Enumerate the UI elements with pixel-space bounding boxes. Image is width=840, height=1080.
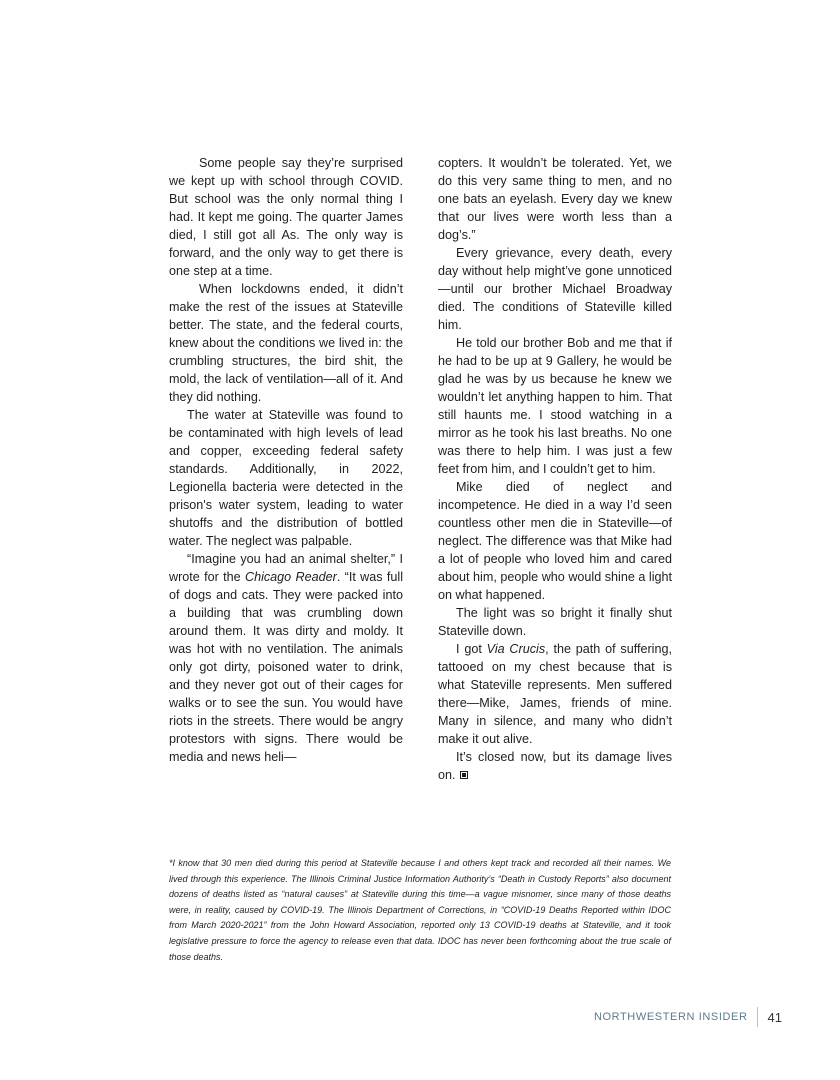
- quote-text-start: “Imagine you had an animal shelter,” I wrote for the: [169, 552, 403, 584]
- tattoo-paragraph: [438, 640, 672, 748]
- closing-paragraph: [438, 748, 672, 784]
- quote-paragraph: [169, 550, 403, 766]
- body-paragraph: Some people say they’re surprised we kept up with school through COVID. But school was the only normal thing I had. It kept me going. The quarter James died, I still got all As. The only way is forward, and the only way to get there is one step at a time.: [169, 156, 403, 278]
- page-number: 41: [767, 1009, 782, 1025]
- body-paragraph: The light was so bright it finally shut Stateville down.: [438, 606, 672, 638]
- body-paragraph: When lockdowns ended, it didn’t make the rest of the issues at Stateville better. The state, and the federal courts, knew about the conditions we lived in: the crumbling structures, the bird shit, the mold, the lack of ventilation—all of it. And they did nothing.: [169, 282, 403, 404]
- tattoo-text-start: I got: [456, 642, 487, 656]
- folio-divider: [757, 1007, 758, 1027]
- article-column-right: [438, 154, 672, 784]
- publication-name-footer: NORTHWESTERN INSIDER: [593, 1011, 748, 1023]
- body-paragraph: The water at Stateville was found to be contaminated with high levels of lead and copper, exceeding federal safety standards. Additionally, in 2022, Legionella bacteria were detected in the prison's water system, leading to water shutoffs and the distribution of bottled water. The neglect was palpable.: [169, 408, 403, 548]
- body-paragraph-continued: copters. It wouldn’t be tolerated. Yet, we do this very same thing to men, and no one bats an eyelash. Every day we knew that our lives were worth less than a dog’s.”: [438, 156, 672, 242]
- quote-text-end: . “It was full of dogs and cats. They were packed into a building that was crumbling down around them. It was dirty and moldy. It was hot with no ventilation. The animals only got dirty, poisoned water to drink, and they never got out of their cages for walks or to see the sun. You would have riots in the streets. There would be angry protestors with signs. There would be media and news heli—: [169, 570, 403, 764]
- body-paragraph: Every grievance, every death, every day without help might’ve gone unnoticed—until our brother Michael Broadway died. The conditions of Stateville killed him.: [438, 246, 672, 332]
- body-paragraph: He told our brother Bob and me that if he had to be up at 9 Gallery, he would be glad he was by us because he knew we wouldn’t let anything happen to him. That still haunts me. I stood watching in a mirror as he took his last breaths. No one was there to help him. I was just a few feet from him, and I couldn’t get to him.: [438, 336, 672, 476]
- footnote: *I know that 30 men died during this period at Stateville because I and others kept track and recorded all their names. We lived through this experience. The Illinois Criminal Justice Information Authority’s “Death in Custody Reports” also document dozens of deaths listed as “natural causes” at Stateville during this time—a vague misnomer, since many of those deaths were, in reality, caused by COVID-19. The Illinois Department of Corrections, in “COVID-19 Deaths Reported within IDOC from March 2020-2021” from the John Howard Association, reported only 13 COVID-19 deaths at Stateville, and it took legislative pressure to force the agency to release even that data. IDOC has never been forthcoming about the true scale of those deaths.: [169, 858, 671, 962]
- page-folio: [594, 1006, 782, 1028]
- article-column-left: [169, 154, 403, 766]
- publication-name: Chicago Reader: [244, 570, 337, 584]
- closing-text: It’s closed now, but its damage lives on.: [438, 750, 672, 782]
- end-mark-icon: [460, 771, 468, 779]
- tattoo-term: Via Crucis: [486, 642, 546, 656]
- tattoo-text-end: , the path of suffering, tattooed on my chest because that is what Stateville represents. Men suffered there—Mike, James, friends of mine. Many in silence, and many who didn’t make it out alive.: [438, 642, 672, 746]
- body-paragraph: Mike died of neglect and incompetence. He died in a way I’d seen countless other men die in Stateville—of neglect. The difference was that Mike had a lot of people who loved him and cared about him, people who would shine a light on what happened.: [438, 480, 672, 602]
